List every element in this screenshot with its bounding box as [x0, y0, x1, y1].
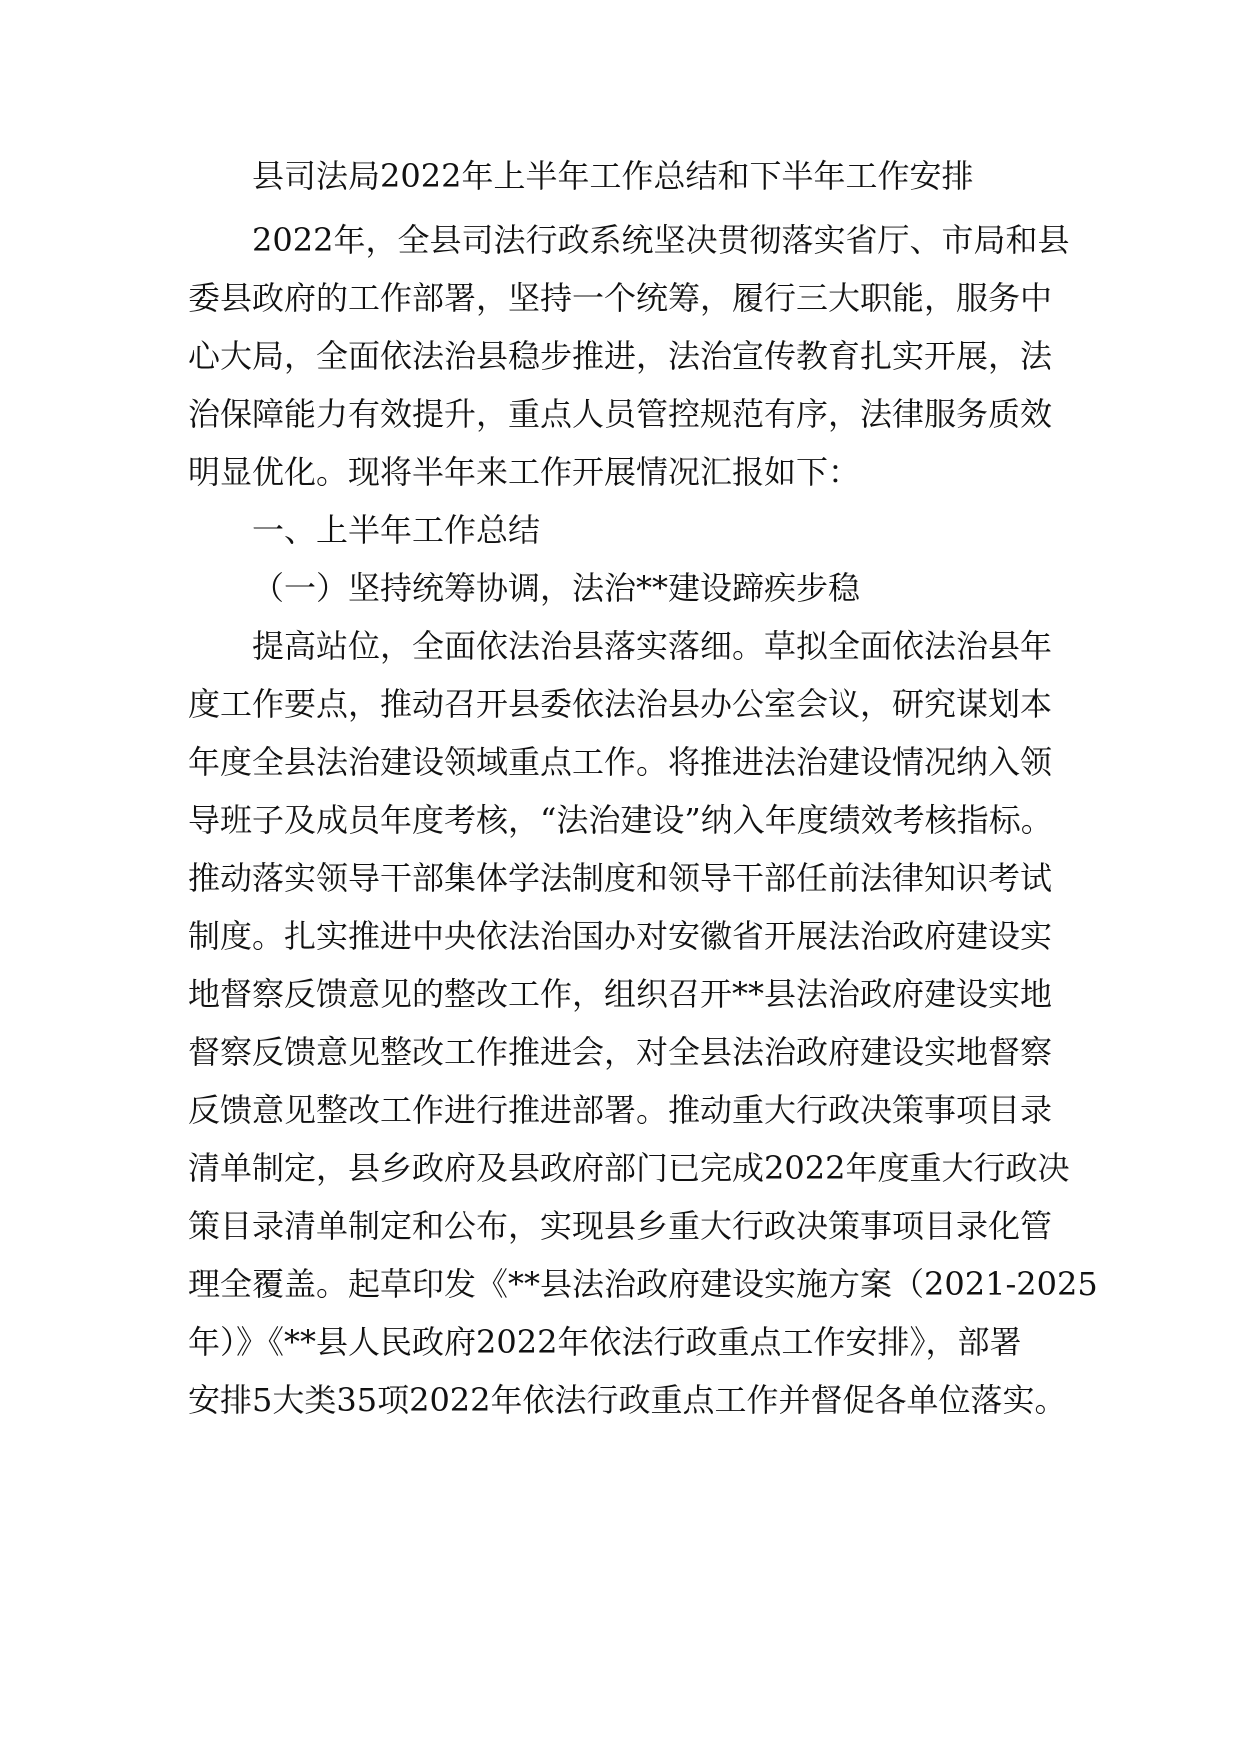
paragraph-line: 理全覆盖。起草印发《**县法治政府建设实施方案（2021-2025: [188, 1265, 1098, 1303]
paragraph-line: 2022年，全县司法行政系统坚决贯彻落实省厅、市局和县: [252, 221, 1070, 259]
paragraph-line: 制度。扎实推进中央依法治国办对安徽省开展法治政府建设实: [188, 917, 1053, 955]
paragraph-line: 推动落实领导干部集体学法制度和领导干部任前法律知识考试: [188, 859, 1053, 897]
paragraph-line: 年度全县法治建设领域重点工作。将推进法治建设情况纳入领: [188, 743, 1053, 781]
paragraph-line: 策目录清单制定和公布，实现县乡重大行政决策事项目录化管: [188, 1207, 1053, 1245]
paragraph-line: 督察反馈意见整改工作推进会，对全县法治政府建设实地督察: [188, 1033, 1053, 1071]
document-title: 县司法局2022年上半年工作总结和下半年工作安排: [252, 157, 974, 195]
paragraph-line: 地督察反馈意见的整改工作，组织召开**县法治政府建设实地: [188, 975, 1053, 1013]
paragraph-line: 反馈意见整改工作进行推进部署。推动重大行政决策事项目录: [188, 1091, 1053, 1129]
paragraph-line: 心大局，全面依法治县稳步推进，法治宣传教育扎实开展，法: [188, 337, 1053, 375]
paragraph-line: 委县政府的工作部署，坚持一个统筹，履行三大职能，服务中: [188, 279, 1053, 317]
paragraph-line: 度工作要点，推动召开县委依法治县办公室会议，研究谋划本: [188, 685, 1053, 723]
subsection-heading: （一）坚持统筹协调，法治**建设蹄疾步稳: [252, 569, 861, 607]
paragraph-line: 提高站位，全面依法治县落实落细。草拟全面依法治县年: [252, 627, 1053, 665]
paragraph-line: 明显优化。现将半年来工作开展情况汇报如下：: [188, 453, 861, 491]
paragraph-line: 年）》《**县人民政府2022年依法行政重点工作安排》，部署: [188, 1323, 1022, 1361]
paragraph-line: 安排5大类35项2022年依法行政重点工作并督促各单位落实。: [188, 1381, 1067, 1419]
paragraph-line: 导班子及成员年度考核，“法治建设”纳入年度绩效考核指标。: [188, 801, 1053, 839]
section-heading: 一、上半年工作总结: [252, 511, 541, 549]
paragraph-line: 治保障能力有效提升，重点人员管控规范有序，法律服务质效: [188, 395, 1053, 433]
paragraph-line: 清单制定，县乡政府及县政府部门已完成2022年度重大行政决: [188, 1149, 1070, 1187]
